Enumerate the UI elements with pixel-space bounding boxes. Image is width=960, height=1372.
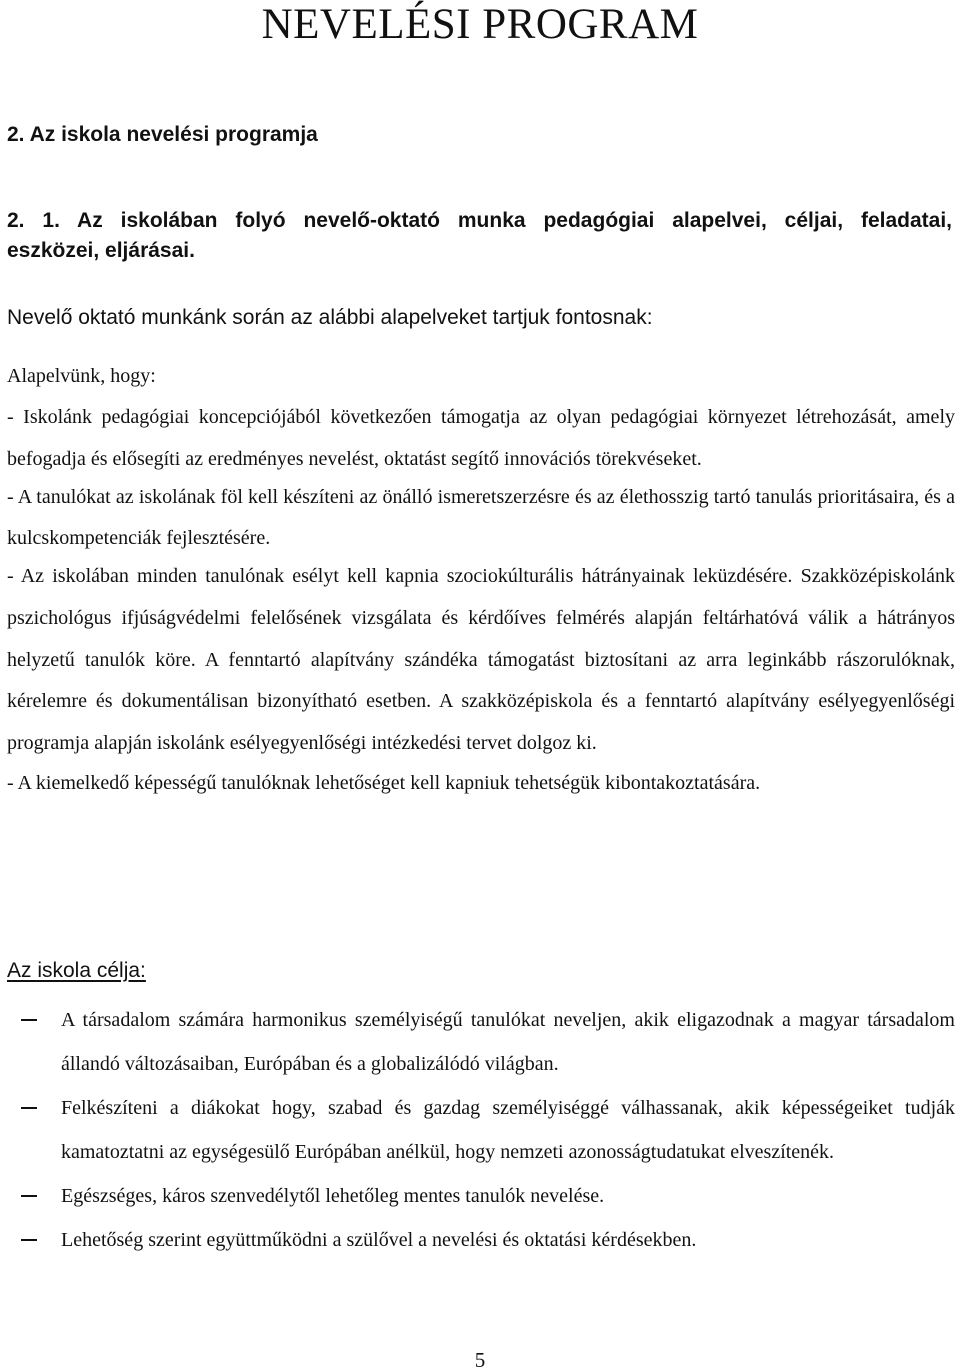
principles-lead: Alapelvünk, hogy: [7,365,156,387]
section-heading: 2. Az iskola nevelési programja [7,123,318,146]
goal-item [0,998,960,1086]
page-number: 5 [474,1348,486,1372]
principle-item: - A kiemelkedő képességű tanulóknak lehetőséget kell kapniuk tehetségük kibontakoztatására. [7,771,761,794]
intro-heading: Nevelő oktató munkánk során az alábbi alapelveket tartjuk fontosnak: [7,306,653,329]
goal-item [0,1174,960,1218]
dash-bullet-icon [21,1195,37,1197]
goal-text: Egészséges, káros szenvedélytől lehetőleg mentes tanulók nevelése. [61,1185,605,1207]
principles-section [7,356,955,804]
goal-text: Felkészíteni a diákokat hogy, szabad és gazdag személyiséggé válhassanak, akik képességeiket tudják kamatoztatni az egységesülő Európában anélkül, hogy nemzeti azonosságtudatukat elveszítenék. [61,1097,955,1163]
dash-bullet-icon [21,1107,37,1109]
goal-text: Lehetőség szerint együttműködni a szülővel a nevelési és oktatási kérdésekben. [61,1229,697,1251]
subsection-heading-line1: 2. 1. Az iskolában folyó nevelő-oktató munka pedagógiai alapelvei, céljai, feladatai, [7,209,952,232]
dash-bullet-icon [21,1239,37,1241]
goals-heading: Az iskola célja: [7,959,146,982]
page-title: NEVELÉSI PROGRAM [261,1,699,48]
goal-item [0,1218,960,1262]
goal-text: A társadalom számára harmonikus személyiségű tanulókat neveljen, akik eligazodnak a magyar társadalom állandó változásaiban, Európában és a globalizálódó világban. [61,1009,955,1075]
goal-item [0,1086,960,1174]
subsection-heading [7,208,952,264]
subsection-heading-line2: eszközei, eljárásai. [7,239,195,262]
goals-list [0,998,960,1262]
principle-item: - Az iskolában minden tanulónak esélyt kell kapnia szociokúlturális hátrányainak leküzdésére. Szakközépiskolánk pszichológus ifjúságvédelmi felelősének vizsgálata és kérdőíves felmérés alapján feltárhatóvá válik a hátrányos helyzetű tanulók köre. A fenntartó alapítvány szándéka támogatást biztosítani az arra leginkább rászorulóknak, kérelemre és dokumentálisan bizonyítható esetben. A szakközépiskola és a fenntartó alapítvány esélyegyenlőségi programja alapján iskolánk esélyegyenlőségi intézkedési tervet dolgoz ki. [7,565,955,755]
dash-bullet-icon [21,1019,37,1021]
principle-item: - Iskolánk pedagógiai koncepciójából következően támogatja az olyan pedagógiai környezet létrehozását, amely befogadja és elősegíti az eredményes nevelést, oktatást segítő innovációs törekvéseket. [7,406,955,470]
principle-item: - A tanulókat az iskolának föl kell készíteni az önálló ismeretszerzésre és az élethosszig tartó tanulás prioritásaira, és a kulcskompetenciák fejlesztésére. [7,486,955,549]
